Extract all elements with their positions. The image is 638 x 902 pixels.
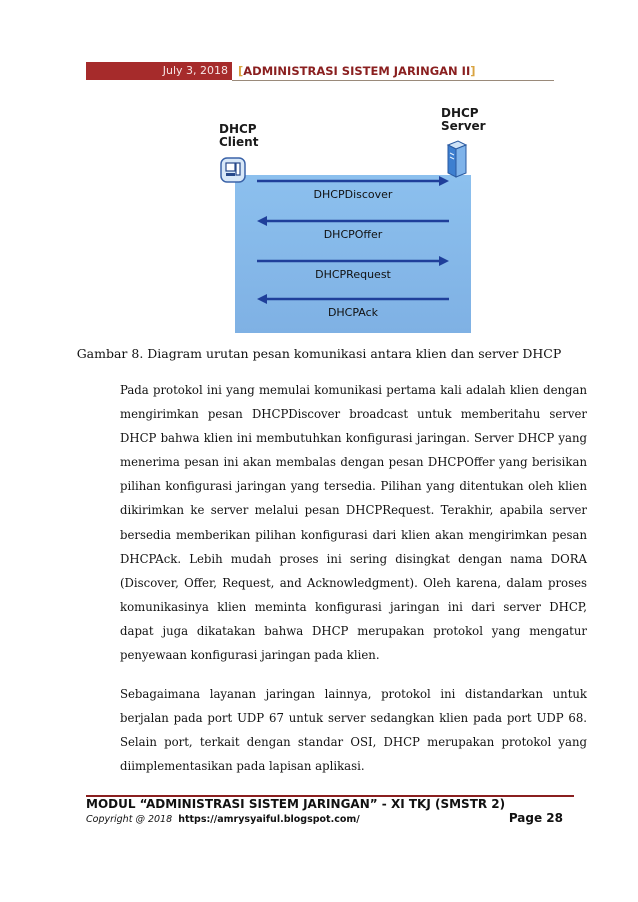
header-title xyxy=(238,62,476,80)
message-dhcprequest xyxy=(255,255,451,281)
message-label: DHCPAck xyxy=(327,306,379,319)
arrow-right-icon xyxy=(255,255,451,267)
figure-caption: Gambar 8. Diagram urutan pesan komunikasi antara klien dan server DHCP xyxy=(76,346,562,361)
message-dhcpoffer xyxy=(255,215,451,241)
message-dhcpdiscover xyxy=(255,175,451,201)
header-date: July 3, 2018 xyxy=(162,64,228,77)
header-bracket-open: [ xyxy=(238,64,244,78)
server-label xyxy=(441,107,486,133)
footer-url[interactable]: https://amrysyaiful.blogspot.com/ xyxy=(178,814,360,825)
header-rule xyxy=(232,80,554,81)
client-computer-icon xyxy=(219,157,247,183)
server-icon xyxy=(444,139,468,179)
footer-module-title: MODUL “ADMINISTRASI SISTEM JARINGAN” - XI TKJ (SMSTR 2) xyxy=(86,797,506,811)
client-label-line1: DHCP xyxy=(219,122,257,136)
footer-page-number: Page 28 xyxy=(508,811,563,825)
footer-copyright xyxy=(86,814,360,825)
message-label: DHCPDiscover xyxy=(313,188,393,201)
message-label: DHCPOffer xyxy=(323,228,383,241)
body-paragraph-2: Sebagaimana layanan jaringan lainnya, protokol ini distandarkan untuk berjalan pada port UDP 67 untuk server sedangkan klien pada port UDP 68. Selain port, terkait dengan standar OSI, DHCP merupakan protokol yang diimplementasikan pada lapisan aplikasi. xyxy=(120,687,587,774)
body-paragraph-1: Pada protokol ini yang memulai komunikasi pertama kali adalah klien dengan mengirimkan pesan DHCPDiscover broadcast untuk memberitahu server DHCP bahwa klien ini membutuhkan konfigurasi jaringan. Server DHCP yang menerima pesan ini akan membalas dengan pesan DHCPOffer yang berisikan pilihan konfigurasi jaringan yang tersedia. Pilihan yang ditentukan oleh klien dikirimkan ke server melalui pesan DHCPRequest. Terakhir, apabila server bersedia memberikan pilihan konfigurasi dari klien akan mengirimkan pesan DHCPAck. Lebih mudah proses ini sering disingkat dengan nama DORA (Discover, Offer, Request, and Acknowledgment). Oleh karena, dalam proses komunikasinya klien meminta konfigurasi jaringan ini dari server DHCP, dapat juga dikatakan bahwa DHCP merupakan protokol yang mengatur penyewaan konfigurasi jaringan pada klien. xyxy=(120,383,587,663)
header-bracket-close: ] xyxy=(470,64,476,78)
arrow-left-icon xyxy=(255,293,451,305)
arrow-left-icon xyxy=(255,215,451,227)
header-title-text: ADMINISTRASI SISTEM JARINGAN II xyxy=(243,64,471,78)
message-label: DHCPRequest xyxy=(315,268,391,281)
client-label xyxy=(219,123,258,149)
server-label-line1: DHCP xyxy=(441,106,479,120)
footer-copyright-text: Copyright @ 2018 xyxy=(86,814,173,825)
arrow-right-icon xyxy=(255,175,451,187)
message-dhcpack xyxy=(255,293,451,319)
server-label-line2: Server xyxy=(441,119,486,133)
client-label-line2: Client xyxy=(219,135,259,149)
dhcp-sequence-diagram xyxy=(213,103,486,335)
